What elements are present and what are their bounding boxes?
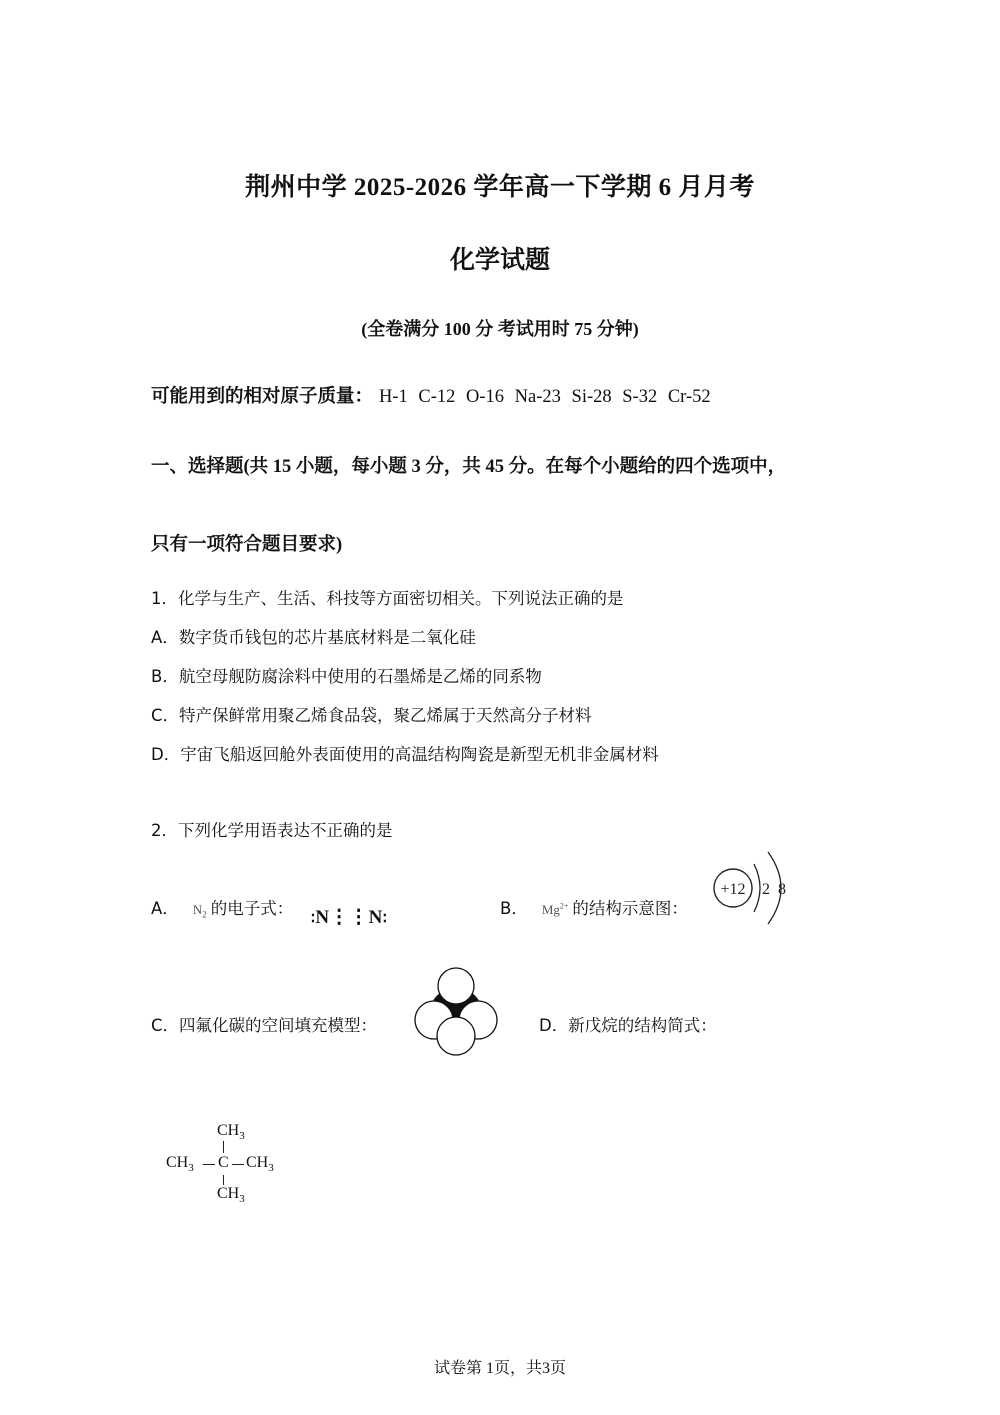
electron-shell-1 [754,864,760,912]
q1-option-a: A．数字货币钱包的芯片基底材料是二氧化硅 [151,628,476,647]
subscript: 3 [239,1130,245,1143]
q1-stem: 1．化学与生产、生活、科技等方面密切相关。下列说法正确的是 [151,589,624,608]
q2-a-text: 的电子式： [210,899,294,918]
n2-lewis-structure: ∶N⋮⋮N∶ [311,907,388,928]
q1-option-c: C．特产保鲜常用聚乙烯食品袋，聚乙烯属于天然高分子材料 [151,706,592,725]
q2-option-a [151,895,293,920]
exam-info: (全卷满分 100 分 考试用时 75 分钟) [361,319,639,339]
cf4-space-filling-model [410,964,502,1058]
bond-right [232,1164,244,1165]
ch3-top: $CH_3$ [217,1122,245,1143]
ch3-bottom: $CH_3$ [217,1185,245,1206]
neopentane-structure [166,1122,296,1212]
subject-title: 化学试题 [449,247,550,274]
atomic-masses-values: H-1 C-12 O-16 Na-23 Si-28 S-32 Cr-52 [379,387,711,407]
q2-a-formula [192,902,207,920]
exam-title: 荆州中学 2025-2026 学年高一下学期 6 月月考 [245,174,755,201]
subscript: 3 [239,1193,245,1206]
n2-symbol: N [192,902,203,917]
mg-charge: 2+ [559,901,569,911]
q2-option-c: C．四氟化碳的空间填充模型： [151,1016,378,1035]
q2-a-label: A． [151,899,179,918]
nucleus-charge: +12 [720,881,746,898]
q1-option-b: B．航空母舰防腐涂料中使用的石墨烯是乙烯的同系物 [151,667,542,686]
mg-symbol: Mg [541,902,560,917]
q2-option-b [500,895,688,919]
page-footer: 试卷第 1页，共3页 [433,1360,566,1377]
q2-b-text: 的结构示意图： [572,899,688,918]
atomic-masses [151,382,711,408]
shell-2-count: 8 [778,881,786,898]
bond-left [203,1164,215,1165]
n2-subscript: 2 [202,909,207,920]
mg-ion-structure-diagram [708,848,800,930]
q1-option-d: D．宇宙飞船返回舱外表面使用的高温结构陶瓷是新型无机非金属材料 [151,745,659,764]
carbon-center: C [218,1154,229,1171]
q2-b-label: B． [500,899,528,918]
fluorine-atom-top [438,968,474,1004]
shell-1-count: 2 [762,881,770,898]
bond-bottom [223,1175,224,1185]
q2-b-formula [542,902,569,917]
subscript: 3 [268,1162,274,1175]
section-heading-line1: 一、选择题(共 15 小题，每小题 3 分，共 45 分。在每个小题给的四个选项中， [151,457,787,477]
ch3-right: $CH_3$ [246,1154,274,1175]
q2-stem: 2．下列化学用语表达不正确的是 [151,821,393,840]
fluorine-atom-bottom [437,1017,475,1055]
q2-option-d: D．新戊烷的结构简式： [539,1016,717,1035]
n2-lewis-text: N⋮⋮N [315,907,383,928]
bond-top [223,1141,224,1153]
subscript: 3 [188,1162,194,1175]
ch3-left: $CH_3$ [166,1154,194,1175]
atomic-masses-label: 可能用到的相对原子质量： [151,387,374,407]
section-heading-line2: 只有一项符合题目要求) [151,535,343,555]
